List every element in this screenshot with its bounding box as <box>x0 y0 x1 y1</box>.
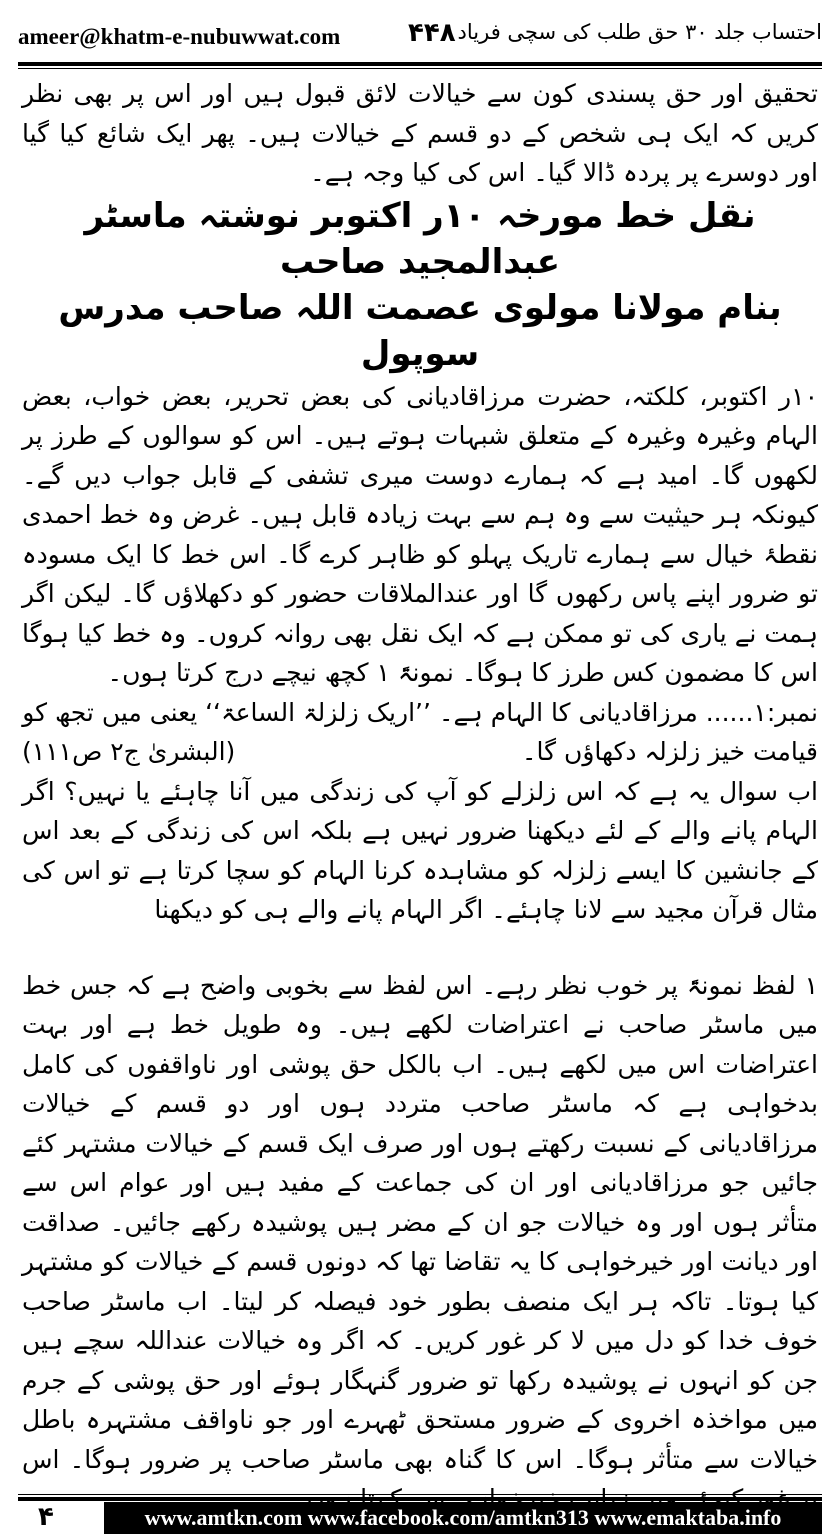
footnote-gap <box>22 930 818 966</box>
letter-heading-line2: بنام مولانا مولوی عصمت اللہ صاحب مدرس سوپول <box>58 287 782 374</box>
item1-line2-row <box>22 732 818 772</box>
footer-rule-thin <box>18 1494 822 1495</box>
page-header <box>18 14 822 58</box>
intro-paragraph: تحقیق اور حق پسندی کون سے خیالات لائق قبول ہیں اور اس پر بھی نظر کریں کہ ایک ہی شخص کے دو قسم کے خیالات ہیں۔ پھر ایک شائع کیا گیا اور دوسرے پر پردہ ڈالا گیا۔ اس کی کیا وجہ ہے۔ <box>22 79 818 187</box>
header-rule-thin <box>18 68 822 69</box>
item1-reference: (البشریٰ ج۲ ص۱۱۱) <box>22 737 236 766</box>
header-email: ameer@khatm-e-nubuwwat.com <box>18 24 341 49</box>
page-footer <box>18 1494 822 1534</box>
header-rule-thick <box>18 62 822 66</box>
letter-paragraph: ۱۰ر اکتوبر، کلکتہ، حضرت مرزاقادیانی کی بعض تحریر، بعض خواب، بعض الہام وغیرہ وغیرہ کے متعلق شبہات ہوتے ہیں۔ اس کو سوالوں کے طرز پر لکھوں گا۔ امید ہے کہ ہمارے دوست میری تشفی کے قابل جواب دیں گے۔ کیونکہ ہر حیثیت سے وہ ہم سے بہت زیادہ قابل ہیں۔ غرض وہ خط احمدی نقطۂ خیال سے ہمارے تاریک پہلو کو ظاہر کرے گا۔ اس خط کا ایک مسودہ تو ضرور اپنے پاس رکھوں گا اور عندالملاقات حضور کو دکھلاؤں گا۔ لیکن اگر ہمت نے یاری کی تو ممکن ہے کہ ایک نقل بھی روانہ کروں۔ وہ خط کیا ہوگا اس کا مضمون کس طرز کا ہوگا۔ نمونۃً ۱ کچھ نیچے درج کرتا ہوں۔ <box>22 381 818 687</box>
footer-page-number: ۴ <box>38 1502 54 1532</box>
footer-links[interactable]: www.amtkn.com www.facebook.com/amtkn313 www.emaktaba.info <box>104 1502 822 1534</box>
page-body <box>22 74 818 1519</box>
footer-rule-thick <box>18 1497 822 1501</box>
letter-heading-line1: نقل خط مورخہ ۱۰ر اکتوبر نوشتہ ماسٹر عبدالمجید صاحب <box>84 195 756 282</box>
item1-line2: قیامت خیز زلزلہ دکھاؤں گا۔ <box>521 737 818 766</box>
item1-line1: نمبر:۱...... مرزاقادیانی کا الہام ہے۔ ’’اریک زلزلۃ الساعۃ‘‘ یعنی میں تجھ کو <box>22 697 818 727</box>
question-paragraph: اب سوال یہ ہے کہ اس زلزلے کو آپ کی زندگی میں آنا چاہئے یا نہیں؟ اگر الہام پانے والے کے لئے دیکھنا ضرور نہیں ہے بلکہ اس کی زندگی کے بعد اس کے جانشین کا ایسے زلزلہ کو مشاہدہ کرنا الہام کو سچا کرتا ہے تو اس کی مثال قرآن مجید سے لانا چاہئے۔ اگر الہام پانے والے ہی کو دیکھنا <box>22 776 818 924</box>
header-title: احتساب جلد ۳۰ حق طلب کی سچی فریاد <box>457 20 822 44</box>
header-page-number: ۴۴۸ <box>408 18 456 48</box>
footnote-paragraph: ۱ لفظ نمونۃً پر خوب نظر رہے۔ اس لفظ سے بخوبی واضح ہے کہ جس خط میں ماسٹر صاحب نے اعتراضات لکھے ہیں۔ وہ طویل خط ہے اور بہت اعتراضات اس میں لکھے ہیں۔ اب بالکل حق پوشی اور ناواقفوں کی کامل بدخواہی ہے کہ ماسٹر صاحب متردد ہوں اور دو قسم کے خیالات مرزاقادیانی کے نسبت رکھتے ہوں اور صرف ایک قسم کے خیالات مشتہر کئے جائیں جو مرزاقادیانی اور ان کی جماعت کے مفید ہیں اور عوام اس سے متأثر ہوں اور وہ خیالات جو ان کے مضر ہیں پوشیدہ رکھے جائیں۔ صداقت اور دیانت اور خیرخواہی کا یہ تقاضا تھا کہ دونوں قسم کے خیالات کو مشتہر کیا ہوتا۔ تاکہ ہر ایک منصف بطور خود فیصلہ کر لیتا۔ اب ماسٹر صاحب خوف خدا کو دل میں لا کر غور کریں۔ کہ اگر وہ خیالات عنداللہ سچے ہیں جن کو انہوں نے پوشیدہ رکھا تو ضرور گنہگار ہوئے اور حق پوشی کے جرم میں مواخذہ اخروی کے ضرور مستحق ٹھہرے اور جو ناواقف مشتہرہ باطل خیالات سے متأثر ہوگا۔ اس کا گناہ بھی ماسٹر صاحب پر ضرور ہوگا۔ اس <box>22 970 818 1474</box>
